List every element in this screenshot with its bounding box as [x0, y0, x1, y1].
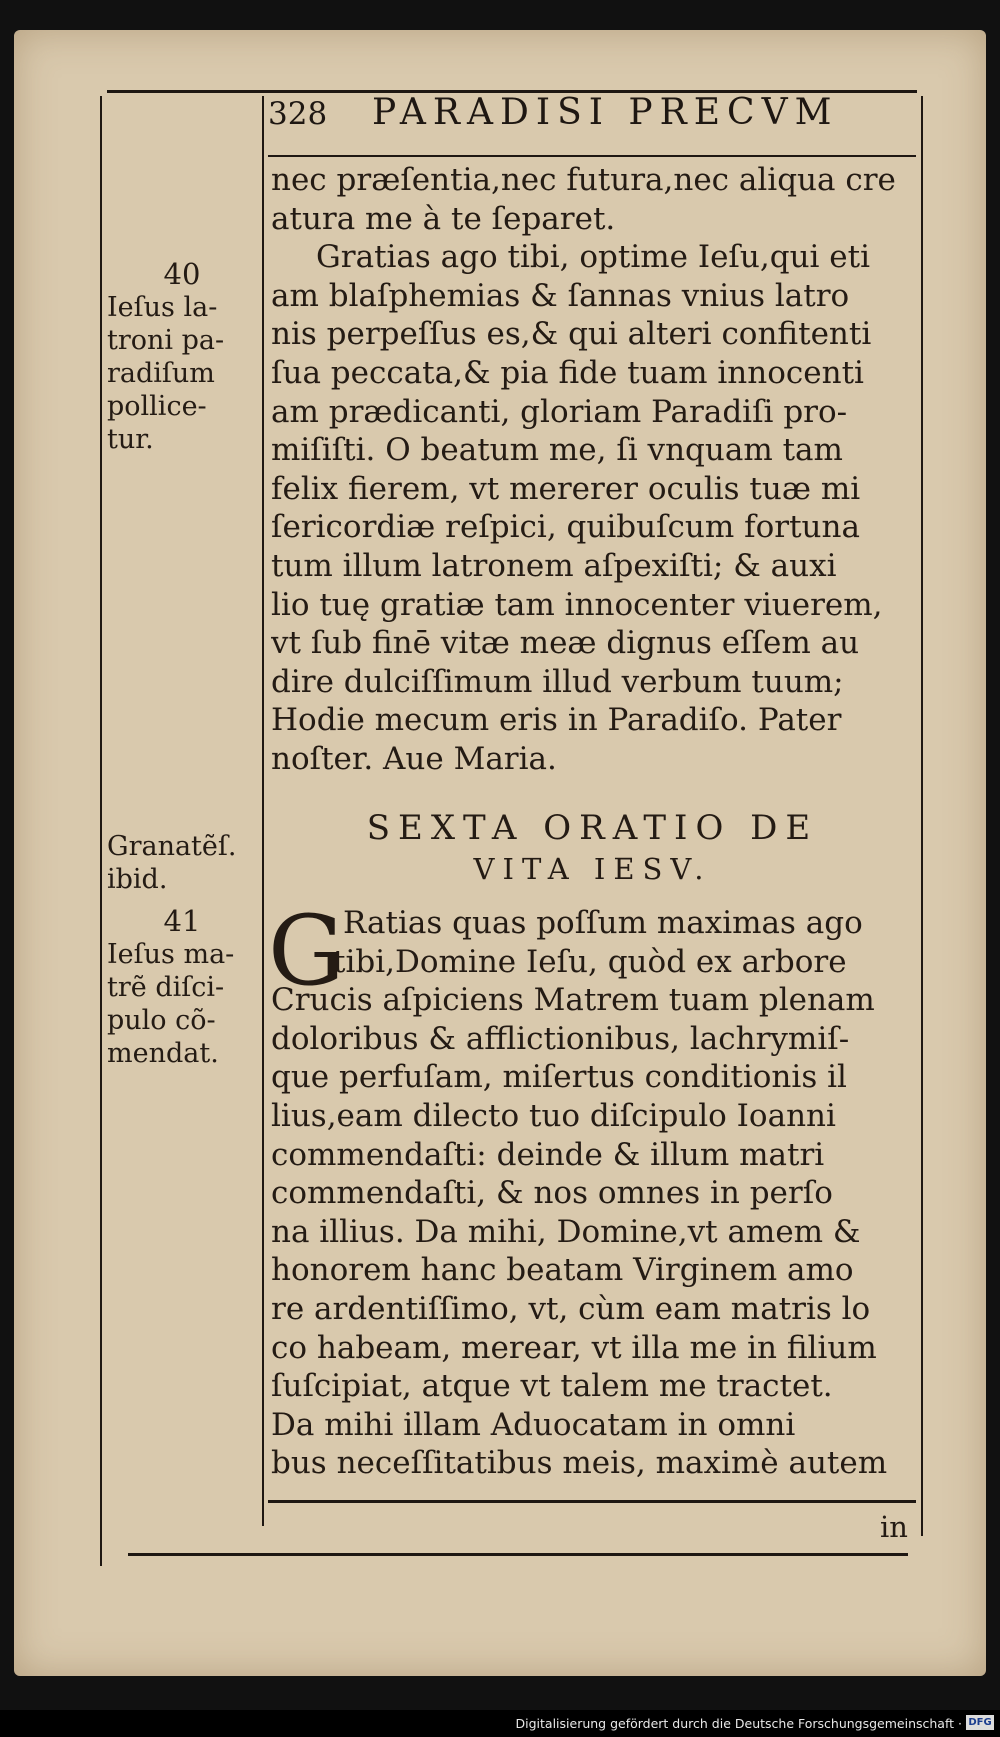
- margin-note-line: troni pa-: [107, 325, 225, 356]
- section-heading-line1: [271, 806, 914, 850]
- text-line: commendaſti, & nos omnes in perſo: [271, 1175, 833, 1212]
- text-line: am prædicanti, gloriam Paradiſi pro-: [271, 393, 848, 430]
- text-line: na illius. Da mihi, Domine,vt amem &: [271, 1213, 861, 1250]
- section-heading-text: SEXTA ORATIO DE: [366, 808, 819, 848]
- text-line: honorem hanc beatam Virginem amo: [271, 1252, 854, 1289]
- margin-note-line: tur.: [107, 424, 154, 455]
- section-heading-text: VITA IESV.: [473, 852, 712, 886]
- text-block-bottom: [271, 904, 914, 1483]
- text-line: ſericordiæ reſpici, quibuſcum fortuna: [271, 509, 860, 546]
- margin-note-line: mendat.: [107, 1038, 219, 1069]
- text-line: dire dulciſſimum illud verbum tuum;: [271, 663, 844, 700]
- text-line: commendaſti: deinde & illum matri: [271, 1136, 825, 1173]
- margin-note-40: [107, 258, 257, 456]
- footer-credit: Digitalisierung gefördert durch die Deutsche Forschungsgemeinschaft ·: [515, 1716, 962, 1731]
- text-line: Hodie mecum eris in Paradiſo. Pater: [271, 702, 842, 739]
- bottom-rule: [268, 1500, 916, 1503]
- text-line: nec præſentia,nec futura,nec aliqua cre: [271, 162, 896, 198]
- left-frame-line: [100, 96, 102, 1566]
- catchword: in: [880, 1510, 908, 1544]
- margin-note-41: [107, 905, 257, 1070]
- drop-cap: G: [268, 895, 345, 1007]
- margin-note-line: pulo cõ-: [107, 1005, 216, 1036]
- margin-note-line: Granatẽſ.: [107, 831, 237, 862]
- text-line: Ratias quas poſſum maximas ago: [343, 905, 863, 941]
- text-line: miſiſti. O beatum me, ſi vnquam tam: [271, 432, 843, 469]
- section-heading-line2: [271, 850, 914, 888]
- margin-note-line: radiſum: [107, 358, 215, 389]
- text-line: co habeam, merear, vt illa me in filium: [271, 1329, 877, 1366]
- text-line: noſter. Aue Maria.: [271, 740, 557, 777]
- right-frame-line: [921, 96, 923, 1536]
- text-line: Gratias ago tibi, optime Ieſu,qui eti: [316, 239, 871, 276]
- text-line: lio tuę gratiæ tam innocenter viuerem,: [271, 586, 883, 623]
- text-line: ſua peccata,& pia fide tuam innocenti: [271, 354, 864, 391]
- text-line: Da mihi illam Aduocatam in omni: [271, 1406, 796, 1443]
- text-line: lius,eam dilecto tuo diſcipulo Ioanni: [271, 1097, 836, 1134]
- text-line: que perfuſam, miſertus conditionis il: [271, 1059, 847, 1096]
- digitization-footer: [0, 1710, 1000, 1737]
- text-line: tum illum latronem aſpexiſti; & auxi: [271, 547, 837, 584]
- text-line: nis perpeſſus es,& qui alteri confitenti: [271, 316, 872, 353]
- text-line: felix fierem, vt mererer oculis tuæ mi: [271, 470, 861, 507]
- margin-note-line: Ieſus ma-: [107, 939, 235, 970]
- text-line: tibi,Domine Ieſu, quòd ex arbore: [333, 943, 847, 980]
- margin-note-number: 40: [163, 257, 201, 291]
- text-line: doloribus & afflictionibus, lachrymiſ-: [271, 1020, 850, 1057]
- footer-rule: [128, 1553, 908, 1556]
- text-line: ſuſcipiat, atque vt talem me tractet.: [271, 1368, 833, 1405]
- text-line: atura me à te ſeparet.: [271, 200, 616, 237]
- text-line: vt ſub finē vitæ meæ dignus eſſem au: [271, 625, 860, 662]
- text-line: Crucis aſpiciens Matrem tuam plenam: [271, 982, 875, 1019]
- text-block-top: [271, 161, 914, 779]
- margin-note-line: Ieſus la-: [107, 292, 218, 323]
- page-number: 328: [268, 96, 328, 132]
- margin-note-line: pollice-: [107, 391, 207, 422]
- text-line: am blaſphemias & ſannas vnius latro: [271, 277, 850, 314]
- margin-note-reference: [107, 830, 257, 896]
- margin-note-number: 41: [163, 904, 201, 938]
- header-underline: [268, 155, 916, 157]
- text-line: bus neceſſitatibus meis, maximè autem: [271, 1445, 888, 1482]
- margin-note-line: ibid.: [107, 864, 168, 895]
- dfg-logo-icon: DFG: [966, 1715, 994, 1730]
- margin-note-line: trẽ diſci-: [107, 972, 225, 1003]
- margin-divider: [262, 96, 264, 1526]
- running-title: PARADISI PRECVM: [372, 92, 839, 133]
- text-line: re ardentiſſimo, vt, cùm eam matris lo: [271, 1290, 871, 1327]
